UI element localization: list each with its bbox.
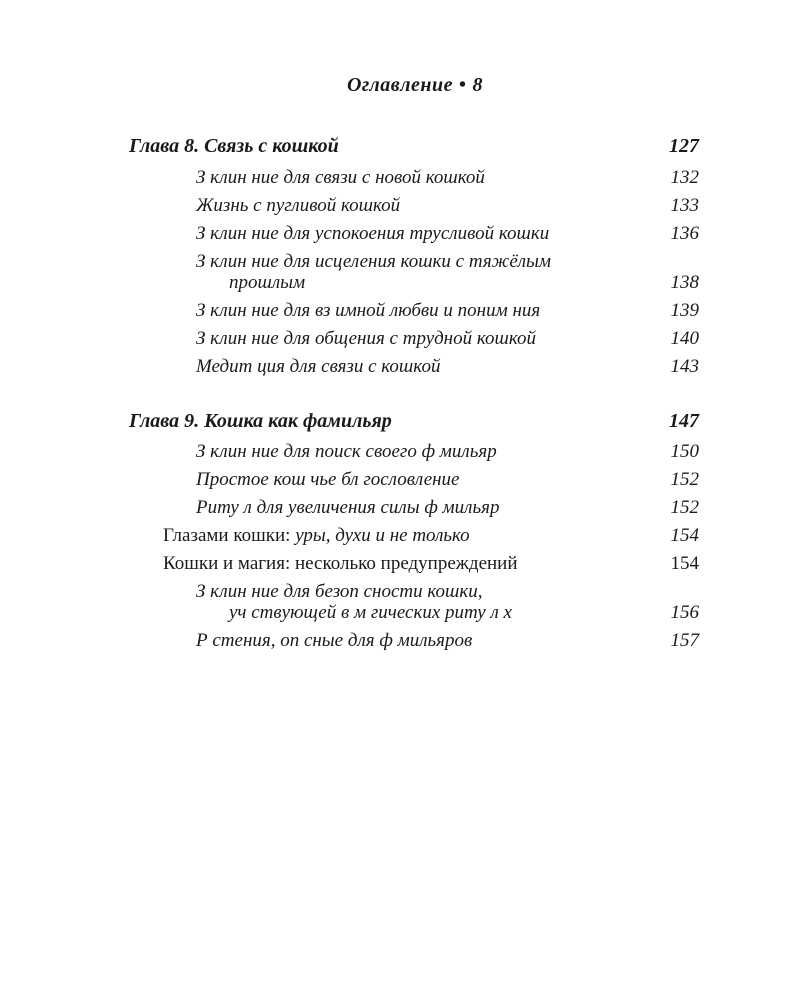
entry-page: 133 xyxy=(670,195,699,216)
entry-title: З клин ние для вз имной любви и поним ния xyxy=(196,300,541,321)
header-bullet: • xyxy=(459,74,467,96)
header-section-title: Оглавление xyxy=(346,74,453,96)
chapter-page: 147 xyxy=(669,410,699,432)
entry-page: 140 xyxy=(670,328,699,349)
entry-title: Жизнь с пугливой кошкой xyxy=(196,195,401,216)
section-title: Кошки и магия: несколько предупреждений xyxy=(163,553,518,574)
entry-title: Простое кош чье бл гословление xyxy=(196,469,460,490)
entry-title: Медит ция для связи с кошкой xyxy=(196,356,441,377)
entry-page: 132 xyxy=(670,167,699,188)
section-page: 154 xyxy=(670,525,699,546)
entry-title-continued: прошлым xyxy=(229,272,306,293)
section-title-rest: уры, духи и не только xyxy=(295,525,470,546)
entry-page: 152 xyxy=(670,469,699,490)
entry-page: 152 xyxy=(670,497,699,518)
entry-title: З клин ние для успокоения трусливой кошки xyxy=(196,223,550,244)
chapter-title: Глава 9. Кошка как фамильяр xyxy=(129,410,392,432)
entry-title: З клин ние для исцеления кошки с тяжёлым xyxy=(196,251,552,272)
chapter-page: 127 xyxy=(669,135,699,157)
entry-page: 156 xyxy=(670,602,699,623)
entry-page: 139 xyxy=(670,300,699,321)
entry-title: З клин ние для связи с новой кошкой xyxy=(196,167,485,188)
header-page-number: 8 xyxy=(472,74,484,96)
entry-title: З клин ние для поиск своего ф мильяр xyxy=(196,441,497,462)
entry-title: Р стения, оп сные для ф мильяров xyxy=(196,630,473,651)
entry-page: 136 xyxy=(670,223,699,244)
entry-title: Риту л для увеличения силы ф мильяр xyxy=(196,497,500,518)
section-title xyxy=(163,525,470,547)
section-title-lead: Глазами кошки: xyxy=(163,525,291,546)
entry-title: З клин ние для общения с трудной кошкой xyxy=(196,328,537,349)
entry-title: З клин ние для безоп сности кошки, xyxy=(196,581,483,602)
section-page: 154 xyxy=(670,553,699,574)
entry-page: 150 xyxy=(670,441,699,462)
entry-title-continued: уч ствующей в м гических риту л х xyxy=(229,602,512,623)
entry-page: 138 xyxy=(670,272,699,293)
chapter-title: Глава 8. Связь с кошкой xyxy=(129,135,339,157)
entry-page: 157 xyxy=(670,630,699,651)
entry-page: 143 xyxy=(670,356,699,377)
